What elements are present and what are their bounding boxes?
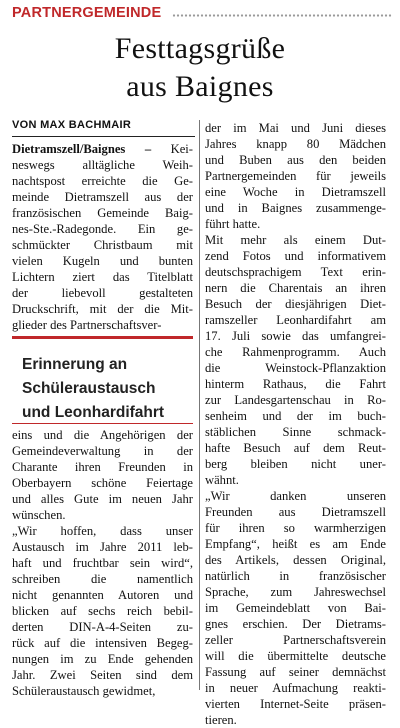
text-line: hinterm Rathaus, die Fahrt [205, 377, 386, 391]
text-line: glieder des Partnerschaftsver- [12, 318, 162, 332]
kicker-label: PARTNERGEMEINDE [12, 5, 162, 21]
text-line: Schüleraustausch gewidmet, [12, 684, 156, 698]
text-line: im Gemeindeblatt von Bai- [205, 601, 386, 615]
text-line: ramszeller Leonhardifahrt am [205, 313, 386, 327]
text-line: zeller Partnerschaftsverein [205, 633, 386, 647]
text-line: derten DIN-A-4-Seiten zu- [12, 620, 193, 634]
text-line: berg bleiben nicht uner- [205, 457, 386, 471]
text-line: blicken auf sechs reich bebil- [12, 604, 193, 618]
text-line: führt hatte. [205, 217, 261, 231]
text-line: „Wir danken unseren [205, 489, 386, 503]
text-line: natürlich in französischer [205, 569, 386, 583]
byline-rule [12, 136, 195, 137]
text-line: Mit mehr als einem Dut- [205, 233, 386, 247]
text-line: Lichtern ziert das Titelblatt [12, 270, 193, 284]
text-line: schmückter Christbaum mit [12, 238, 193, 252]
text-line: Empfang“, heißt es am Ende [205, 537, 386, 551]
text-line: Freunden aus Dietramszell [205, 505, 386, 519]
headline-line: aus Baignes [126, 70, 274, 103]
text-line: Druckschrift, mit der die Mit- [12, 302, 193, 316]
text-line: senheim und der im buch- [205, 409, 386, 423]
text-line: die Weinstock-Pflanzaktion [205, 361, 386, 375]
text-line: nungen im zu Ende gehenden [12, 652, 193, 666]
text-line: und in Baignes zusammenge- [205, 201, 386, 215]
headline-line: Festtagsgrüße [114, 32, 286, 65]
headline [30, 30, 370, 106]
text-line: und alles Gute im neuen Jahr [12, 492, 193, 506]
text-line: schreiben die namentlich [12, 572, 193, 586]
text-line: französischen Gemeinde Baig- [12, 206, 193, 220]
text-line: Austausch im Jahre 2011 leb- [12, 540, 193, 554]
text-line: wünschen. [12, 508, 66, 522]
text-line: des Artikels, dessen Original, [205, 553, 386, 567]
column-2 [205, 120, 386, 728]
text-line: haft und fruchtbar sein wird“, [12, 556, 193, 570]
text-line: Fassung auf seiner demnächst [205, 665, 386, 679]
text-line: zur Landesgartenschau in Ro- [205, 393, 386, 407]
text-line: Oberbayern schöne Feiertage [12, 476, 193, 490]
text-line: Partnergemeinden für jeweils [205, 169, 386, 183]
text-line: hafte Besuch auf dem Reut- [205, 441, 386, 455]
text-line: vielen Kugeln und bunten [12, 254, 193, 268]
text-line: und Buben aus den beiden [205, 153, 386, 167]
text-line: Dietramszell/Baignes – Kei- [12, 142, 194, 156]
text-line: nern die Charentais an ihren [205, 281, 386, 295]
text-line: nachtspost erreichte die Ge- [12, 174, 193, 188]
text-line: 17. Juli sowie das umfangrei- [205, 329, 386, 343]
subhead-line: und Leonhardifahrt [22, 404, 165, 421]
section-kicker [12, 4, 392, 26]
subhead [22, 353, 164, 425]
byline: VON MAX BACHMAIR [12, 119, 132, 131]
text-line: deutschsprachigem Text erin- [205, 265, 386, 279]
text-line: stäblichen Sinne schmack- [205, 425, 386, 439]
text-line: der liebevoll gestalteten [12, 286, 193, 300]
text-line: Sprache, zum Jahreswechsel [205, 585, 386, 599]
column-1-top [12, 141, 193, 333]
subhead-line: Schüleraustausch [22, 380, 156, 397]
text-line: wähnt. [205, 473, 239, 487]
text-line: nicht genannten Autoren und [12, 588, 193, 602]
text-line: tieren. [205, 713, 237, 727]
text-line: „Wir hoffen, dass unser [12, 524, 193, 538]
text-line: che Rahmenprogramm. Auch [205, 345, 386, 359]
text-line: Besuch der diesjährigen Diet- [205, 297, 386, 311]
text-line: in neuer Aufmachung reakti- [205, 681, 386, 695]
subhead-line: Erinnerung an [22, 356, 128, 373]
text-line: Jahr. Zwei Seiten sind dem [12, 668, 193, 682]
lead-place: Dietramszell/Baignes – [12, 142, 152, 156]
text-line: der im Mai und Juni dieses [205, 121, 386, 135]
subhead-box [12, 336, 193, 424]
text-line: rück auf die intensiven Begeg- [12, 636, 193, 650]
text-line: gnes erschien. Der Dietrams- [205, 617, 386, 631]
text-line: will die übermittelte deutsche [205, 649, 386, 663]
text-line: nes-Ste.-Radegonde. Ein ge- [12, 222, 193, 236]
text-line: zend Fotos und informativem [205, 249, 386, 263]
text-line: eine Woche in Dietramszell [205, 185, 386, 199]
text-line: für ihren so warmherzigen [205, 521, 386, 535]
text-line: neswegs alltägliche Weih- [12, 158, 193, 172]
text-line: vierten Internet-Seite präsen- [205, 697, 386, 711]
text-line: Charante ihren Freunden in [12, 460, 193, 474]
text-line: meinde Dietramszell aus der [12, 190, 193, 204]
column-rule [199, 120, 200, 690]
kicker-dotted-rule [172, 14, 392, 17]
text-line: Jahres knapp 80 Mädchen [205, 137, 386, 151]
column-1-bottom [12, 427, 193, 699]
text-line: eins und die Angehörigen der [12, 428, 193, 442]
text-line: Gemeindeverwaltung in der [12, 444, 193, 458]
